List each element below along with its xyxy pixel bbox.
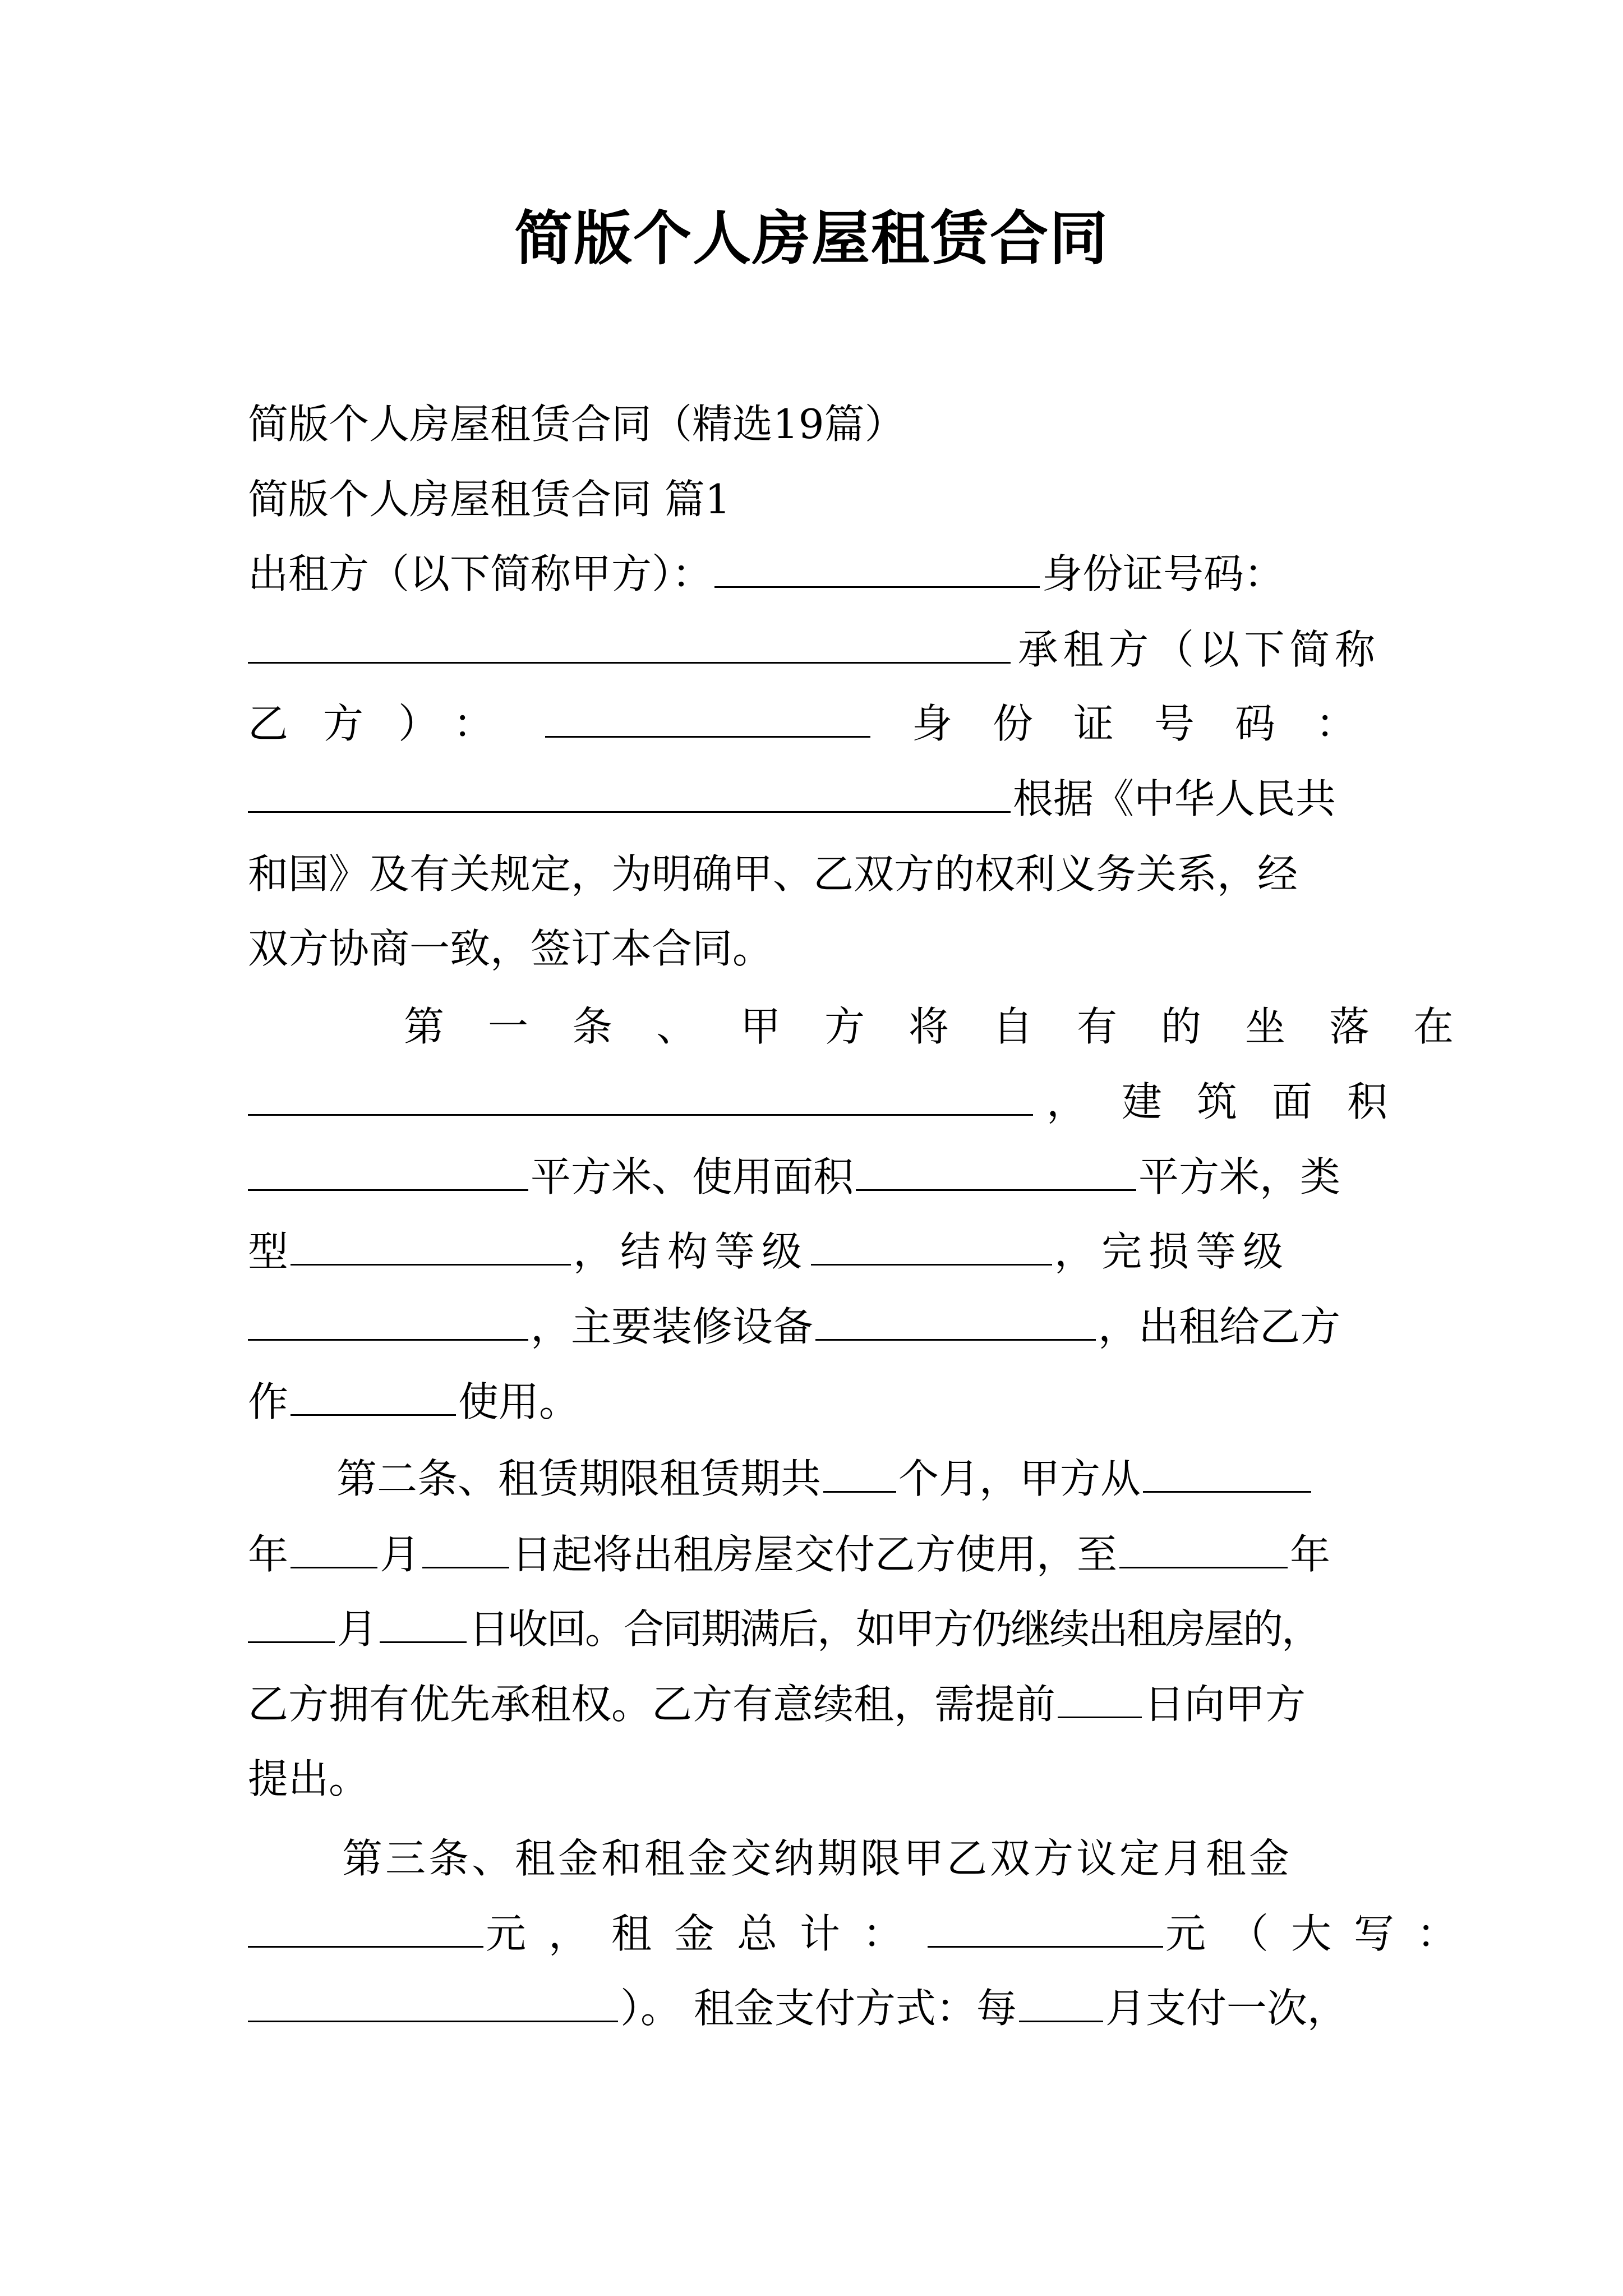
lessee-label: 承租方（以下简称 — [1013, 626, 1375, 673]
clause-line — [248, 910, 1375, 987]
location-blank — [248, 1114, 1033, 1116]
month-label: 月 — [380, 1531, 421, 1578]
subtitle: 简版个人房屋租赁合同（精选19篇） — [248, 401, 905, 448]
return-text: 日收回。合同期满后，如甲方仍继续出租房屋的， — [469, 1605, 1321, 1653]
clause-line — [248, 1213, 1375, 1290]
type-label: 平方米，类 — [1138, 1153, 1341, 1200]
month-label-end: 月 — [337, 1605, 378, 1653]
basis-text-end: 双方协商一致，签订本合同。 — [248, 925, 773, 972]
year-label: 年 — [248, 1531, 289, 1578]
clause-line — [248, 1139, 1375, 1215]
clause-line — [248, 685, 1397, 762]
document-title: 简版个人房屋租赁合同 — [514, 204, 1109, 273]
purpose-label: 作 — [248, 1378, 289, 1425]
lessor-from-label: 个月，甲方从 — [898, 1455, 1141, 1502]
article-2-start: 第二条、租赁期限租赁期共 — [336, 1455, 822, 1502]
type-blank — [291, 1264, 571, 1266]
handover-text: 日起将出租房屋交付乙方使用，至 — [511, 1531, 1118, 1578]
equipment-label: ，主要装修设备 — [531, 1303, 814, 1350]
clause-line — [404, 988, 1498, 1065]
lessor-name-blank — [714, 586, 1040, 588]
clause-line — [248, 1516, 1375, 1593]
renewal-text-end: 提出。 — [248, 1755, 370, 1802]
clause-line — [248, 1364, 1375, 1440]
article-3-start: 第三条、租金和租金交纳期限甲乙双方议定月租金 — [342, 1835, 1293, 1882]
purpose-label-end: 使用。 — [458, 1378, 580, 1425]
lessor-label: 出租方（以下简称甲方）： — [248, 550, 713, 597]
lessor-id-blank — [248, 662, 1011, 664]
equipment-blank — [815, 1339, 1096, 1341]
clause-line — [248, 536, 1375, 612]
building-area-blank — [248, 1189, 528, 1191]
id-number-label: 身份证号码： — [1042, 550, 1285, 597]
lessee-name-blank — [545, 736, 870, 738]
capital-amount-label: 元（大写： — [1165, 1910, 1480, 1957]
monthly-rent-blank — [248, 1946, 483, 1948]
purpose-blank — [291, 1414, 456, 1416]
clause-line — [342, 1820, 1375, 1897]
structure-grade-blank — [811, 1264, 1052, 1266]
clause-line — [336, 1441, 1375, 1517]
clause-line — [248, 1666, 1375, 1742]
lease-to-label: ，出租给乙方 — [1098, 1303, 1341, 1350]
lessee-id-label: 身份证号码： — [912, 700, 1397, 747]
notice-text: 日向甲方 — [1144, 1681, 1306, 1728]
basis-text: 根据《中华人民共 — [1013, 775, 1336, 822]
end-day-blank — [380, 1641, 467, 1643]
end-year-blank — [1119, 1567, 1288, 1568]
lessee-label-end: 乙方）： — [248, 700, 529, 747]
clause-line — [248, 1289, 1375, 1365]
clause-line — [248, 1741, 1375, 1817]
start-day-blank — [422, 1567, 509, 1568]
basis-text-cont: 和国》及有关规定，为明确甲、乙双方的权利义务关系，经 — [248, 850, 1298, 898]
notice-days-blank — [1058, 1717, 1142, 1718]
year-label-end: 年 — [1290, 1531, 1331, 1578]
months-blank — [823, 1491, 896, 1493]
clause-line — [248, 836, 1375, 912]
clause-line — [248, 1895, 1480, 1972]
renewal-text: 乙方拥有优先承租权。乙方有意续租，需提前 — [248, 1681, 1056, 1728]
clause-line — [248, 1970, 1375, 2046]
capital-amount-blank — [248, 2021, 618, 2022]
total-rent-blank — [928, 1946, 1163, 1948]
article-1-start: 第一条、甲方将自有的坐落在 — [404, 1003, 1498, 1050]
lessee-id-blank — [248, 811, 1011, 813]
condition-grade-blank — [248, 1339, 528, 1341]
building-area-label: ，建筑面积 — [1046, 1078, 1423, 1125]
type-label-end: 型 — [248, 1228, 289, 1275]
clause-line — [248, 761, 1375, 837]
payment-method-label: ）。 租金支付方式：每 — [620, 1985, 1017, 2032]
clause-line — [248, 1064, 1423, 1140]
clause-line — [248, 611, 1375, 688]
part-heading-line — [248, 461, 1375, 537]
condition-grade-label: ，完损等级 — [1054, 1228, 1290, 1275]
part-heading: 简版个人房屋租赁合同 篇1 — [248, 476, 731, 523]
structure-grade-label: ，结构等级 — [573, 1228, 809, 1275]
payment-method-end: 月支付一次， — [1105, 1985, 1348, 2032]
usable-area-label: 平方米、使用面积 — [531, 1153, 854, 1200]
start-month-blank — [291, 1567, 377, 1568]
end-month-blank — [248, 1641, 335, 1643]
total-rent-label: 元，租金总计： — [486, 1910, 926, 1957]
clause-line — [248, 1591, 1375, 1667]
subtitle-line — [248, 386, 1375, 462]
start-year-blank — [1143, 1491, 1311, 1493]
usable-area-blank — [856, 1189, 1136, 1191]
payment-interval-blank — [1019, 2021, 1103, 2022]
